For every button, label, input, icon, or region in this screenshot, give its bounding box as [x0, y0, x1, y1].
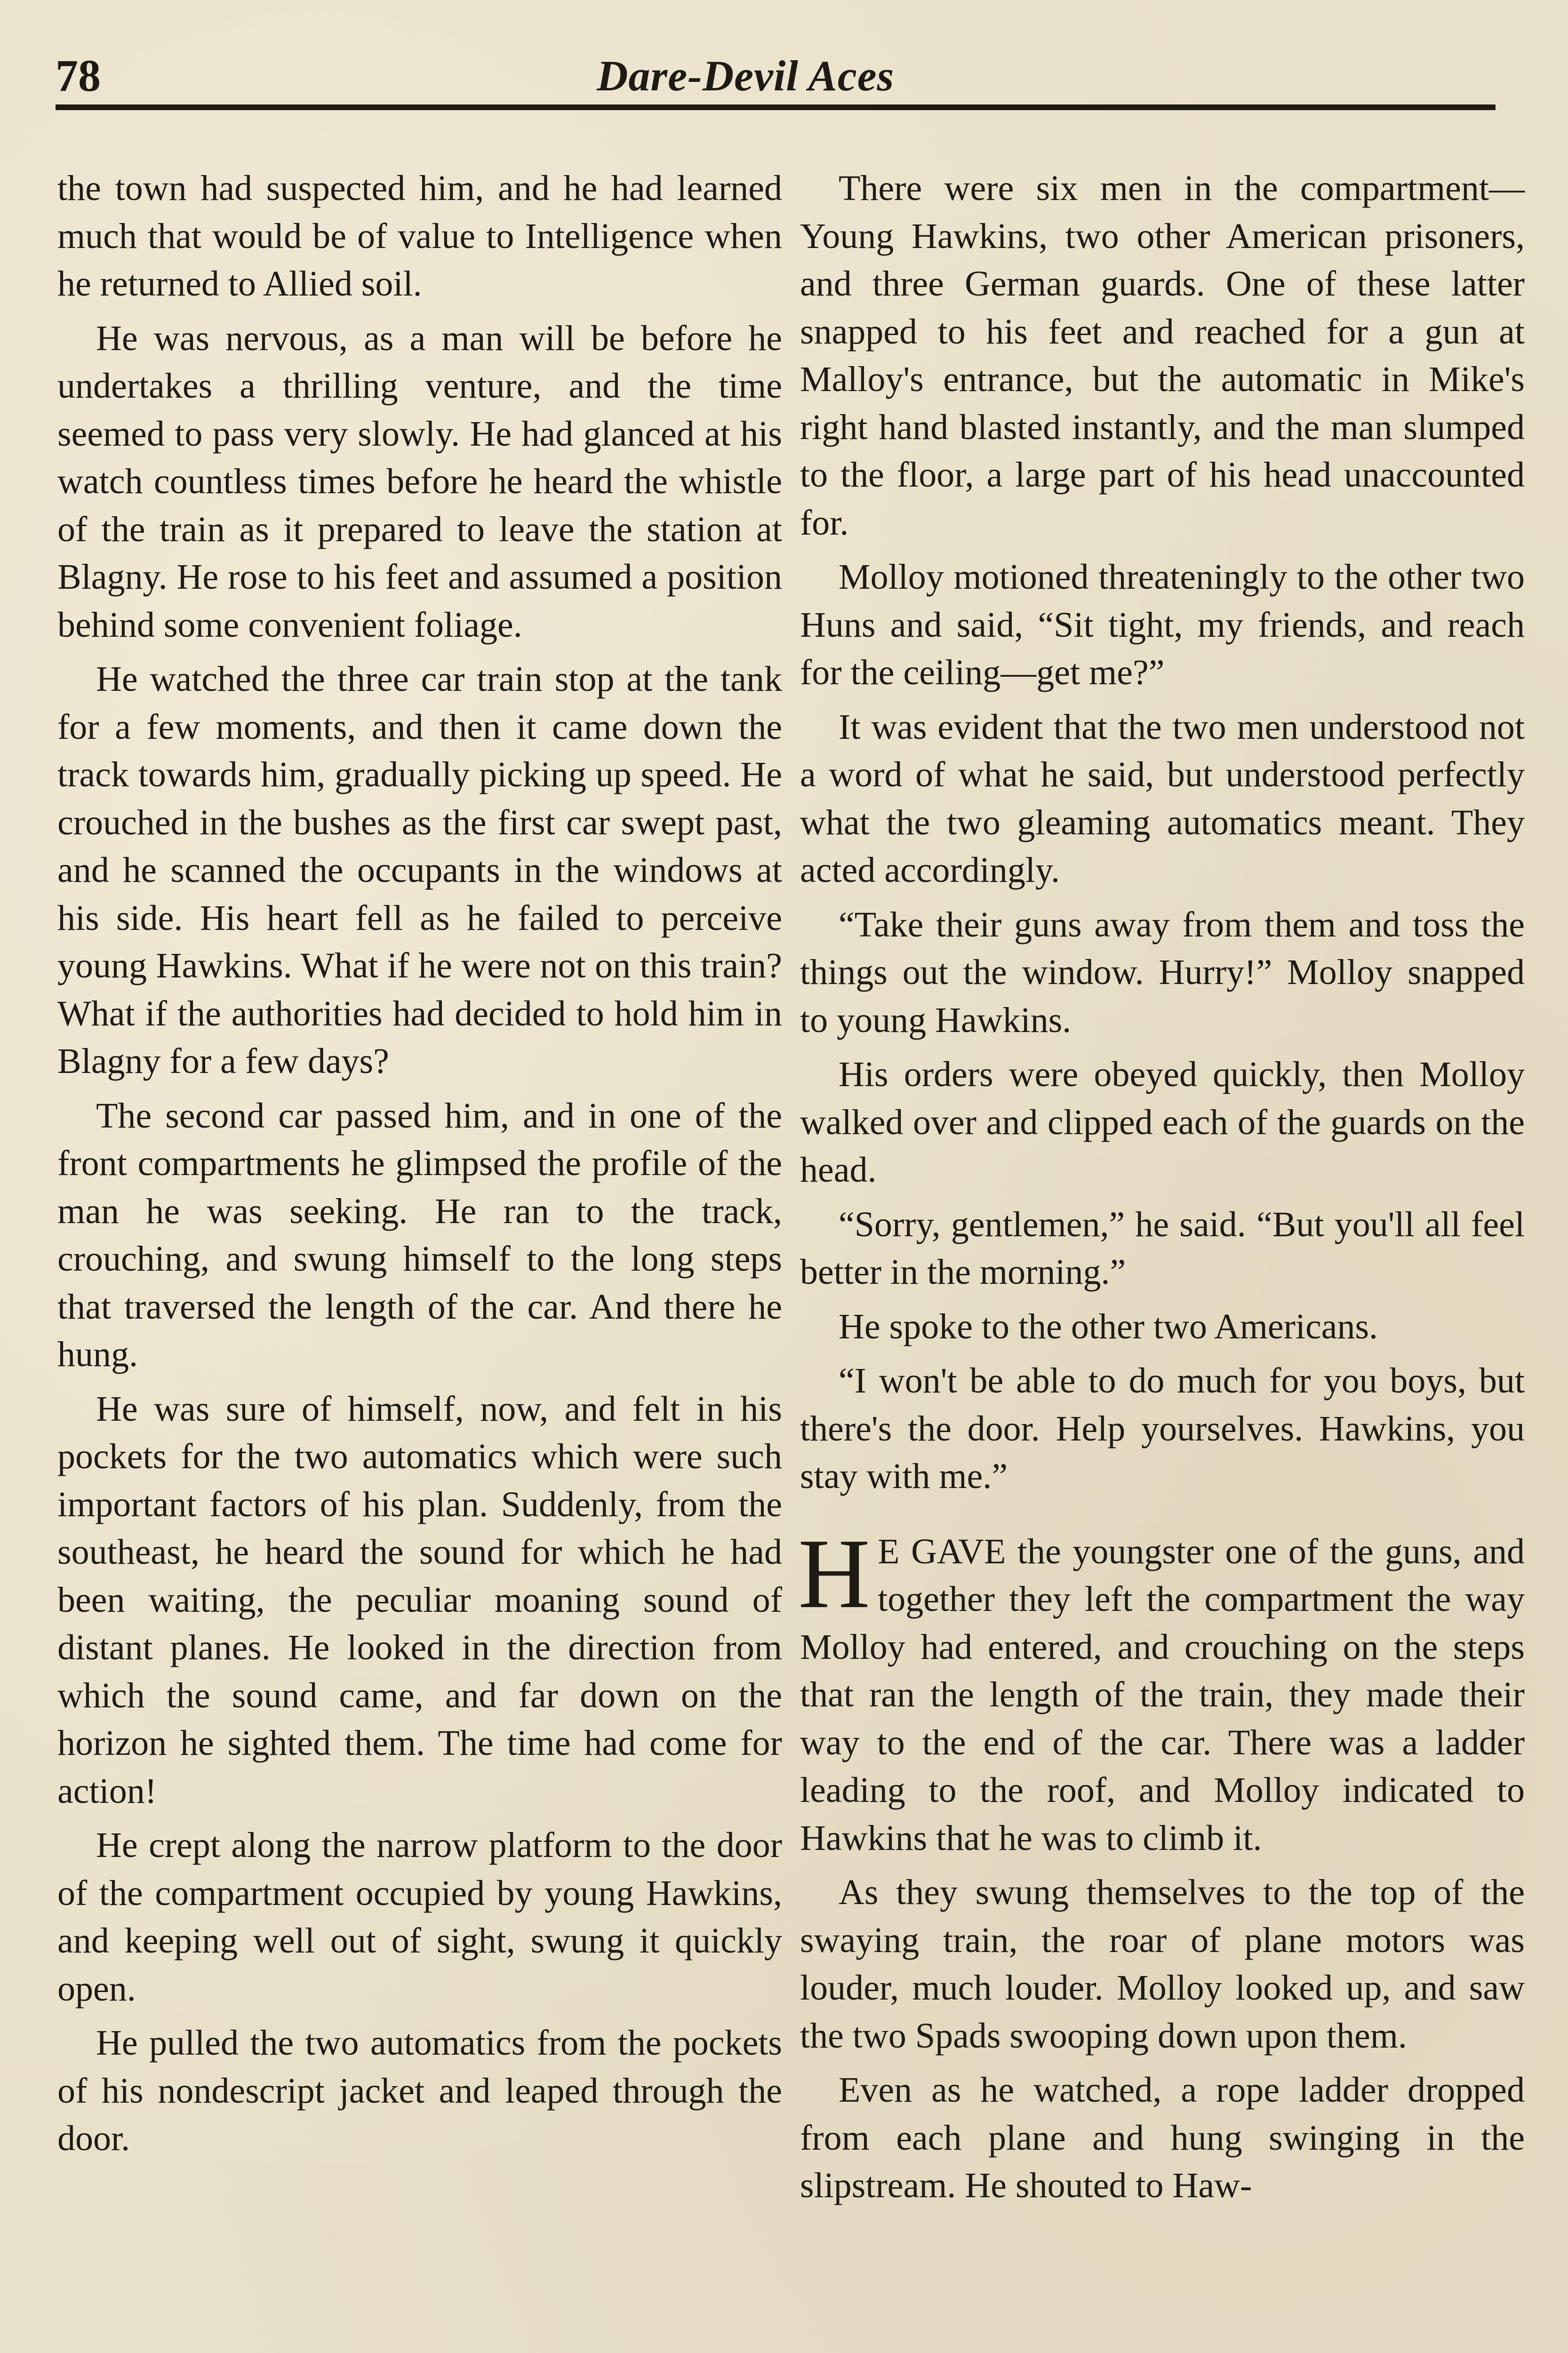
right-column: [800, 165, 1525, 2217]
paragraph: the town had suspected him, and he had learned much that would be of value to Intelligence when he returned to Allied soil.: [57, 168, 782, 304]
page-number: 78: [56, 50, 101, 101]
paragraph: His orders were obeyed quickly, then Molloy walked over and clipped each of the guards on the head.: [800, 1055, 1525, 1190]
paragraph: He crept along the narrow platform to the door of the compartment occupied by young Hawkins, and keeping well out of sight, swung it quickly open.: [57, 1825, 782, 2009]
drop-cap: H: [798, 1518, 871, 1629]
paragraph: The second car passed him, and in one of the front compartments he glimpsed the profile of the man he was seeking. He ran to the track, crouching, and swung himself to the long steps that traversed the length of the car. And there he hung.: [57, 1096, 782, 1374]
paragraph: He pulled the two automatics from the pockets of his nondescript jacket and leaped through the door.: [57, 2023, 782, 2158]
paragraph: It was evident that the two men understood not a word of what he said, but understood perfectly what the two gleaming automatics meant. They acted accordingly.: [800, 707, 1525, 890]
section-opening-paragraph: [798, 1518, 1525, 1863]
paragraph: Even as he watched, a rope ladder dropped from each plane and hung swinging in the slipstream. He shouted to Haw-: [800, 2070, 1525, 2205]
running-title: Dare-Devil Aces: [597, 52, 895, 100]
header-rule: [56, 104, 1496, 110]
paragraph: As they swung themselves to the top of the swaying train, the roar of plane motors was louder, much louder. Molloy looked up, and saw the two Spads swooping down upon them.: [800, 1873, 1525, 2056]
paragraph: He watched the three car train stop at the tank for a few moments, and then it came down the track towards him, gradually picking up speed. He crouched in the bushes as the first car swept past, and he scanned the occupants in the windows at his side. His heart fell as he failed to perceive young Hawkins. What if he were not on this train? What if the authorities had decided to hold him in Blagny for a few days?: [57, 659, 782, 1081]
paragraph: There were six men in the compartment—Young Hawkins, two other American prisoners, and three German guards. One of these latter snapped to his feet and reached for a gun at Malloy's entrance, but the automatic in Mike's right hand blasted instantly, and the man slumped to the floor, a large part of his head unaccounted for.: [800, 168, 1525, 543]
paragraph: He spoke to the other two Americans.: [839, 1306, 1378, 1346]
paragraph: “Take their guns away from them and toss the things out the window. Hurry!” Molloy snapped to young Hawkins.: [800, 904, 1525, 1040]
paragraph: Molloy motioned threateningly to the other two Huns and said, “Sit tight, my friends, and reach for the ceiling—get me?”: [800, 557, 1525, 692]
paragraph: He was nervous, as a man will be before he undertakes a thrilling venture, and the time seemed to pass very slowly. He had glanced at his watch countless times before he heard the whistle of the train as it prepared to leave the station at Blagny. He rose to his feet and assumed a position behind some convenient foliage.: [57, 318, 782, 645]
page-header: [56, 45, 1496, 106]
paragraph: “I won't be able to do much for you boys, but there's the door. Help yourselves. Hawkins, you stay with me.”: [800, 1361, 1525, 1496]
left-column: [57, 165, 782, 2169]
paragraph: “Sorry, gentlemen,” he said. “But you'll all feel better in the morning.”: [800, 1204, 1525, 1292]
section-opening-text: E GAVE the youngster one of the guns, and together they left the compartment the way Molloy had entered, and crouching on the steps that ran the length of the train, they made their way to the end of the car. There was a ladder leading to the roof, and Molloy indicated to Hawkins that he was to climb it.: [800, 1531, 1525, 1858]
paragraph: He was sure of himself, now, and felt in his pockets for the two automatics which were such important factors of his plan. Suddenly, from the southeast, he heard the sound for which he had been waiting, the peculiar moaning sound of distant planes. He looked in the direction from which the sound came, and far down on the horizon he sighted them. The time had come for action!: [57, 1389, 782, 1811]
